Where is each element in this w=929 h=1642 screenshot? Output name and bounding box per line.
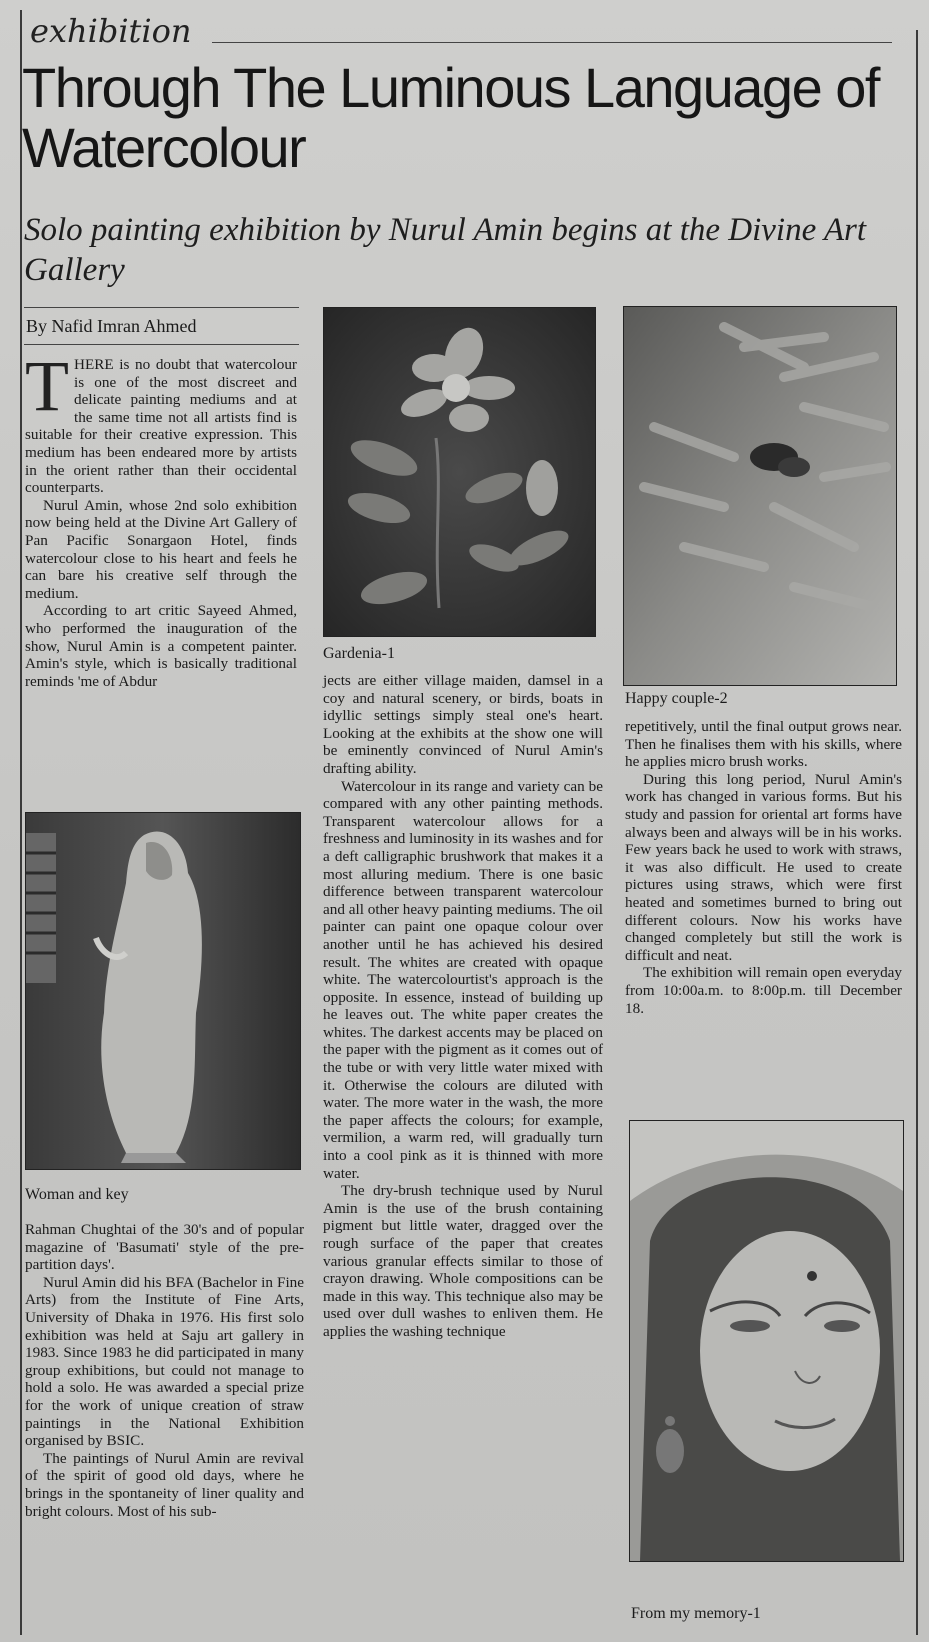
left-rule [20, 10, 22, 1635]
kicker-rule [212, 42, 892, 43]
caption-happy-couple: Happy couple-2 [625, 690, 728, 707]
paragraph: Nurul Amin did his BFA (Bachelor in Fine Arts) from the Institute of Fine Arts, University of Dhaka in 1976. His first solo exhibition was held at Saju art gallery in 1983. Since 1983 he did participated in many group exhibitions, but could not manage to hold a solo. He was awarded a special prize for the work of unique creation of straw paintings in the National Exhibition organised by BSIC. [25, 1273, 304, 1450]
deck: Solo painting exhibition by Nurul Amin begins at the Divine Art Gallery [24, 212, 867, 288]
paragraph: jects are either village maiden, damsel in a coy and natural scenery, or birds, boats in idyllic settings simply steal one's heart. Looking at the exhibits at the show one will be eminently convinced of Nurul Amin's drafting ability. [323, 672, 603, 777]
gardenia-painting-image [324, 308, 595, 636]
paragraph-text: HERE is no doubt that watercolour is one of the most discreet and delicate painting mediums and at the same time not all artists find is suitable for their creative expression. This medium has been endeared more by artists in the orient rather than their occidental counterparts. [25, 356, 297, 497]
caption-from-my-memory: From my memory-1 [631, 1605, 761, 1622]
column-1-top [25, 346, 297, 690]
woman-painting-image [26, 813, 300, 1169]
paragraph: repetitively, until the final output grows near. Then he finalises them with his skills, where he applies micro brush works. [625, 718, 902, 771]
paragraph: Rahman Chughtai of the 30's and of popular magazine of 'Basumati' style of the pre-partition days'. [25, 1221, 304, 1274]
photo-from-my-memory [629, 1120, 904, 1562]
section-kicker: exhibition [30, 12, 192, 50]
photo-woman-and-key [25, 812, 301, 1170]
happy-couple-painting-image [624, 307, 896, 685]
paragraph: The exhibition will remain open everyday from 10:00a.m. to 8:00p.m. till December 18. [625, 964, 902, 1017]
column-2 [323, 672, 603, 1341]
paragraph: The paintings of Nurul Amin are revival of the spirit of good old days, where he brings in the spontaneity of liner quality and bright colours. Most of his sub- [25, 1449, 304, 1520]
byline: By Nafid Imran Ahmed [26, 316, 197, 336]
caption-woman: Woman and key [25, 1186, 129, 1203]
paragraph: During this long period, Nurul Amin's work has changed in various forms. But his study and passion for oriental art forms have always been and always will be in his works. Few years back he used to work with straws, it was also difficult. He used to create pictures using straws, which were first heated and sometimes burned to bring out different colours. Now his works have changed completely but still the work is difficult and neat. [625, 770, 902, 964]
column-3 [625, 718, 902, 1017]
paragraph [25, 346, 297, 497]
byline-rule-top [24, 307, 299, 308]
column-1-bottom [25, 1221, 304, 1520]
right-rule [916, 30, 918, 1635]
portrait-painting-image [630, 1121, 903, 1561]
paragraph: The dry-brush technique used by Nurul Amin is the use of the brush containing pigment but little water, dragged over the rough surface of the paper that creates various granular effects similar to those of crayon drawing. Whole compositions can be made in this way. This technique also may be used over dull washes to enliven them. He applies the washing technique [323, 1182, 603, 1340]
caption-gardenia: Gardenia-1 [323, 645, 395, 662]
photo-gardenia [323, 307, 596, 637]
paragraph: According to art critic Sayeed Ahmed, who performed the inauguration of the show, Nurul Amin is a competent painter. Amin's style, which is basically traditional reminds 'me of Abdur [25, 602, 297, 690]
photo-happy-couple [623, 306, 897, 686]
byline-rule-bottom [24, 344, 299, 345]
paragraph: Watercolour in its range and variety can be compared with any other painting methods. Transparent watercolour allows for a freshness and luminosity in its washes and for a deft calligraphic brushwork that makes it a most alluring medium. There is one basic difference between transparent watercolour and all other heavy painting mediums. The oil painter can paint one opaque colour over another until he has achieved his desired result. The whites are created with opaque white. The watercolourtist's approach is the opposite. In essence, instead of building up he leaves out. The white paper creates the whites. The darkest accents may be placed on the paper with the pigment as it comes out of the tube or with very little water mixed with it. Otherwise the colours are diluted with water. The more water in the wash, the more the paper affects the colours; for example, vermilion, a warm red, will gradually turn into a cool pink as it is thinned with more water. [323, 777, 603, 1182]
paragraph: Nurul Amin, whose 2nd solo exhibition now being held at the Divine Art Gallery of Pan Pacific Sonargaon Hotel, finds watercolour close to his heart and feels he can bare his creative self through the medium. [25, 496, 297, 602]
headline: Through The Luminous Language of Watercolour [22, 56, 879, 179]
drop-cap: T [25, 346, 69, 426]
